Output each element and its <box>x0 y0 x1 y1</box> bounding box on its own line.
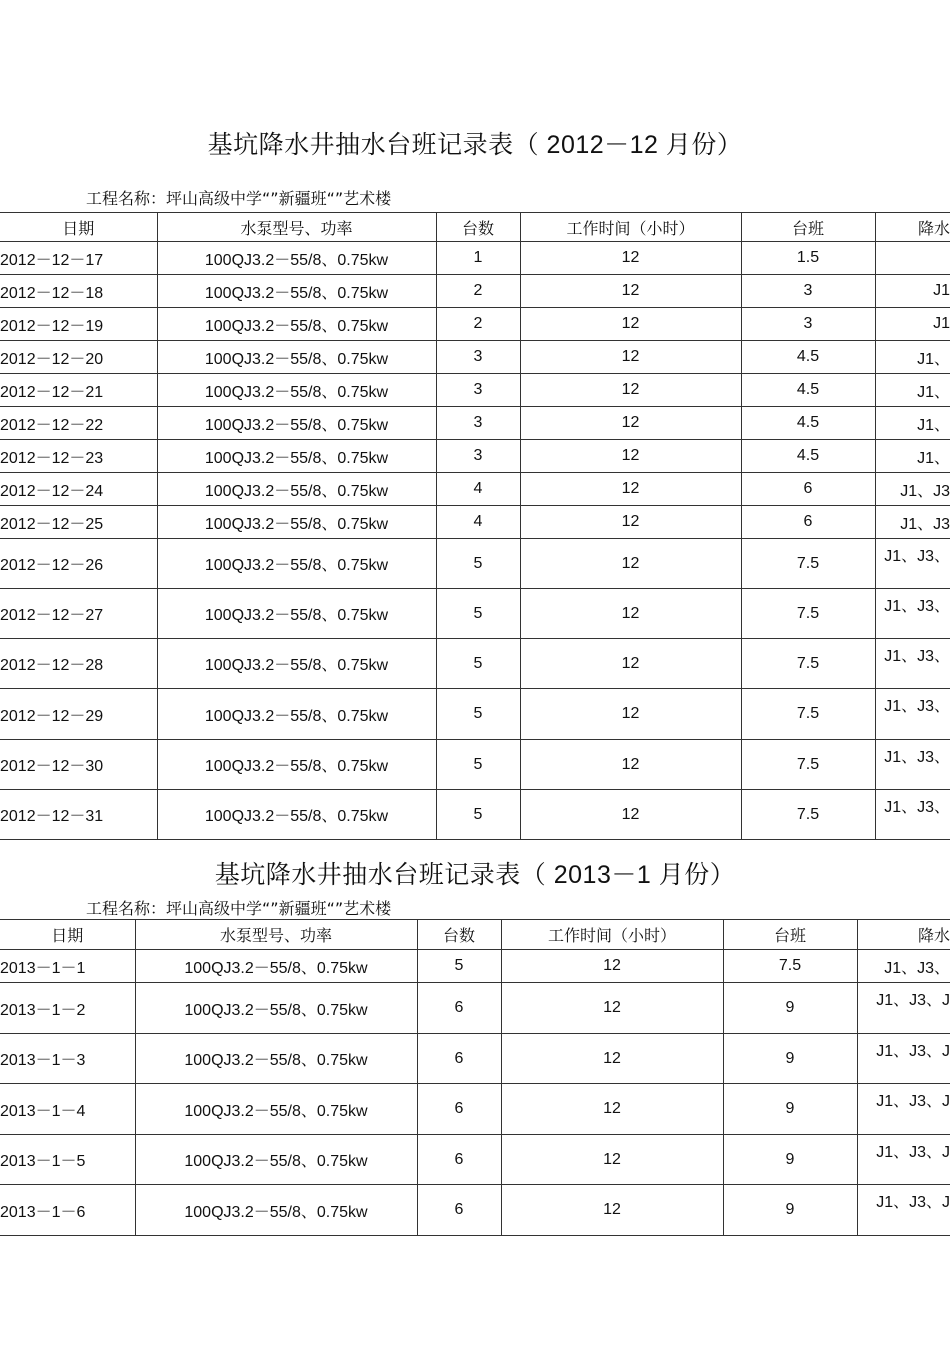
col-header-count: 台数 <box>417 920 501 950</box>
cell-hours: 12 <box>520 689 741 740</box>
cell-wells: J1、J3、J <box>857 1135 950 1185</box>
cell-model: 100QJ3.2－55/8、0.75kw <box>135 983 417 1034</box>
cell-count: 6 <box>417 1034 501 1084</box>
cell-model: 100QJ3.2－55/8、0.75kw <box>157 341 436 374</box>
table-row <box>0 639 950 689</box>
cell-hours: 12 <box>520 440 741 473</box>
col-header-model: 水泵型号、功率 <box>157 213 436 242</box>
table-row <box>0 308 950 341</box>
cell-date: 2012－12－21 <box>0 374 157 407</box>
cell-wells <box>875 242 950 275</box>
cell-date: 2012－12－23 <box>0 440 157 473</box>
col-header-date: 日期 <box>0 920 135 950</box>
table-row <box>0 341 950 374</box>
col-header-wells: 降水 <box>875 213 950 242</box>
cell-count: 2 <box>436 275 520 308</box>
cell-model: 100QJ3.2－55/8、0.75kw <box>157 407 436 440</box>
cell-hours: 12 <box>520 242 741 275</box>
sheet1-project-name: 工程名称：坪山高级中学“”新疆班“”艺术楼 <box>86 189 392 208</box>
cell-shift: 9 <box>723 1185 857 1236</box>
table-row <box>0 790 950 840</box>
cell-date: 2012－12－19 <box>0 308 157 341</box>
cell-model: 100QJ3.2－55/8、0.75kw <box>135 1034 417 1084</box>
cell-wells: J1、 <box>875 407 950 440</box>
cell-count: 5 <box>436 790 520 840</box>
cell-count: 6 <box>417 983 501 1034</box>
cell-model: 100QJ3.2－55/8、0.75kw <box>157 374 436 407</box>
cell-model: 100QJ3.2－55/8、0.75kw <box>157 275 436 308</box>
cell-hours: 12 <box>520 374 741 407</box>
sheet2-title-main: 基坑降水井抽水台班记录表（ <box>214 860 547 889</box>
cell-shift: 7.5 <box>741 790 875 840</box>
cell-count: 3 <box>436 341 520 374</box>
cell-date: 2012－12－20 <box>0 341 157 374</box>
cell-model: 100QJ3.2－55/8、0.75kw <box>157 790 436 840</box>
cell-count: 5 <box>436 589 520 639</box>
cell-count: 4 <box>436 473 520 506</box>
cell-shift: 4.5 <box>741 374 875 407</box>
cell-count: 6 <box>417 1185 501 1236</box>
cell-shift: 7.5 <box>741 689 875 740</box>
cell-model: 100QJ3.2－55/8、0.75kw <box>157 440 436 473</box>
cell-date: 2013－1－6 <box>0 1185 135 1236</box>
cell-shift: 9 <box>723 983 857 1034</box>
cell-date: 2013－1－5 <box>0 1135 135 1185</box>
cell-count: 5 <box>417 950 501 983</box>
cell-date: 2012－12－26 <box>0 539 157 589</box>
cell-wells: J1、J3、 <box>875 790 950 840</box>
cell-shift: 3 <box>741 308 875 341</box>
cell-model: 100QJ3.2－55/8、0.75kw <box>157 689 436 740</box>
cell-date: 2012－12－29 <box>0 689 157 740</box>
col-header-hours: 工作时间（小时） <box>501 920 723 950</box>
sheet2-table <box>0 919 950 1236</box>
sheet2-project-name: 工程名称：坪山高级中学“”新疆班“”艺术楼 <box>86 899 392 918</box>
table-row <box>0 242 950 275</box>
cell-date: 2013－1－3 <box>0 1034 135 1084</box>
sheet2-title-period: 2013－1 月份） <box>546 861 736 889</box>
cell-count: 5 <box>436 689 520 740</box>
cell-hours: 12 <box>520 790 741 840</box>
cell-wells: J1、J3 <box>875 473 950 506</box>
cell-wells: J1、J3、 <box>875 539 950 589</box>
cell-count: 6 <box>417 1084 501 1135</box>
cell-hours: 12 <box>520 473 741 506</box>
cell-shift: 7.5 <box>723 950 857 983</box>
sheet1-body <box>0 242 950 840</box>
cell-count: 2 <box>436 308 520 341</box>
cell-wells: J1、J3、 <box>857 950 950 983</box>
col-header-hours: 工作时间（小时） <box>520 213 741 242</box>
cell-wells: J1 <box>875 275 950 308</box>
cell-hours: 12 <box>501 1185 723 1236</box>
cell-model: 100QJ3.2－55/8、0.75kw <box>157 308 436 341</box>
table-row <box>0 506 950 539</box>
cell-hours: 12 <box>520 539 741 589</box>
cell-date: 2013－1－2 <box>0 983 135 1034</box>
cell-model: 100QJ3.2－55/8、0.75kw <box>157 539 436 589</box>
cell-date: 2013－1－1 <box>0 950 135 983</box>
cell-wells: J1、J3、 <box>875 589 950 639</box>
cell-count: 1 <box>436 242 520 275</box>
cell-count: 3 <box>436 440 520 473</box>
cell-model: 100QJ3.2－55/8、0.75kw <box>135 950 417 983</box>
table-row <box>0 1135 950 1185</box>
cell-hours: 12 <box>520 506 741 539</box>
cell-hours: 12 <box>520 341 741 374</box>
cell-hours: 12 <box>520 308 741 341</box>
cell-hours: 12 <box>520 407 741 440</box>
cell-shift: 6 <box>741 473 875 506</box>
table-row <box>0 473 950 506</box>
cell-shift: 4.5 <box>741 440 875 473</box>
col-header-count: 台数 <box>436 213 520 242</box>
col-header-shift: 台班 <box>723 920 857 950</box>
cell-date: 2012－12－24 <box>0 473 157 506</box>
cell-wells: J1、J3、 <box>875 639 950 689</box>
cell-wells: J1、J3、J <box>857 983 950 1034</box>
table-row <box>0 689 950 740</box>
cell-hours: 12 <box>501 1034 723 1084</box>
table-row <box>0 539 950 589</box>
cell-shift: 6 <box>741 506 875 539</box>
cell-shift: 1.5 <box>741 242 875 275</box>
cell-date: 2012－12－18 <box>0 275 157 308</box>
cell-count: 5 <box>436 639 520 689</box>
cell-count: 6 <box>417 1135 501 1185</box>
cell-model: 100QJ3.2－55/8、0.75kw <box>157 506 436 539</box>
sheet2-title <box>0 855 950 891</box>
cell-model: 100QJ3.2－55/8、0.75kw <box>157 740 436 790</box>
cell-count: 3 <box>436 407 520 440</box>
sheet1-title-period: 2012－12 月份） <box>539 131 743 159</box>
cell-shift: 7.5 <box>741 539 875 589</box>
table-row <box>0 407 950 440</box>
col-header-date: 日期 <box>0 213 157 242</box>
cell-shift: 3 <box>741 275 875 308</box>
cell-model: 100QJ3.2－55/8、0.75kw <box>135 1084 417 1135</box>
cell-shift: 9 <box>723 1084 857 1135</box>
col-header-model: 水泵型号、功率 <box>135 920 417 950</box>
cell-shift: 9 <box>723 1135 857 1185</box>
cell-count: 4 <box>436 506 520 539</box>
cell-hours: 12 <box>520 275 741 308</box>
table-row <box>0 950 950 983</box>
cell-hours: 12 <box>501 950 723 983</box>
cell-shift: 9 <box>723 1034 857 1084</box>
cell-hours: 12 <box>520 740 741 790</box>
cell-hours: 12 <box>501 983 723 1034</box>
table-row <box>0 1034 950 1084</box>
cell-count: 5 <box>436 539 520 589</box>
table-row <box>0 589 950 639</box>
table-row <box>0 740 950 790</box>
cell-wells: J1 <box>875 308 950 341</box>
cell-model: 100QJ3.2－55/8、0.75kw <box>157 639 436 689</box>
table-row <box>0 983 950 1034</box>
sheet1-header-row <box>0 213 950 242</box>
cell-shift: 7.5 <box>741 639 875 689</box>
sheet1-title-main: 基坑降水井抽水台班记录表（ <box>207 130 540 159</box>
cell-wells: J1、J3、J <box>857 1084 950 1135</box>
col-header-wells: 降水 <box>857 920 950 950</box>
cell-count: 3 <box>436 374 520 407</box>
cell-shift: 4.5 <box>741 341 875 374</box>
cell-shift: 4.5 <box>741 407 875 440</box>
cell-shift: 7.5 <box>741 740 875 790</box>
cell-date: 2012－12－25 <box>0 506 157 539</box>
cell-model: 100QJ3.2－55/8、0.75kw <box>157 473 436 506</box>
cell-shift: 7.5 <box>741 589 875 639</box>
cell-date: 2012－12－31 <box>0 790 157 840</box>
cell-hours: 12 <box>520 589 741 639</box>
cell-wells: J1、 <box>875 341 950 374</box>
sheet2-body <box>0 950 950 1236</box>
cell-wells: J1、J3 <box>875 506 950 539</box>
cell-wells: J1、 <box>875 440 950 473</box>
table-row <box>0 1185 950 1236</box>
cell-wells: J1、J3、J <box>857 1034 950 1084</box>
cell-hours: 12 <box>501 1084 723 1135</box>
cell-hours: 12 <box>520 639 741 689</box>
cell-date: 2012－12－27 <box>0 589 157 639</box>
cell-wells: J1、J3、 <box>875 689 950 740</box>
table-row <box>0 1084 950 1135</box>
cell-date: 2012－12－30 <box>0 740 157 790</box>
cell-date: 2013－1－4 <box>0 1084 135 1135</box>
cell-hours: 12 <box>501 1135 723 1185</box>
sheet1-title <box>0 125 950 161</box>
cell-wells: J1、J3、 <box>875 740 950 790</box>
sheet2-header-row <box>0 920 950 950</box>
cell-model: 100QJ3.2－55/8、0.75kw <box>135 1135 417 1185</box>
cell-count: 5 <box>436 740 520 790</box>
cell-model: 100QJ3.2－55/8、0.75kw <box>157 242 436 275</box>
sheet1-table <box>0 212 950 840</box>
cell-model: 100QJ3.2－55/8、0.75kw <box>135 1185 417 1236</box>
table-row <box>0 275 950 308</box>
cell-date: 2012－12－17 <box>0 242 157 275</box>
cell-wells: J1、 <box>875 374 950 407</box>
cell-date: 2012－12－28 <box>0 639 157 689</box>
table-row <box>0 440 950 473</box>
table-row <box>0 374 950 407</box>
cell-date: 2012－12－22 <box>0 407 157 440</box>
col-header-shift: 台班 <box>741 213 875 242</box>
cell-wells: J1、J3、J <box>857 1185 950 1236</box>
cell-model: 100QJ3.2－55/8、0.75kw <box>157 589 436 639</box>
